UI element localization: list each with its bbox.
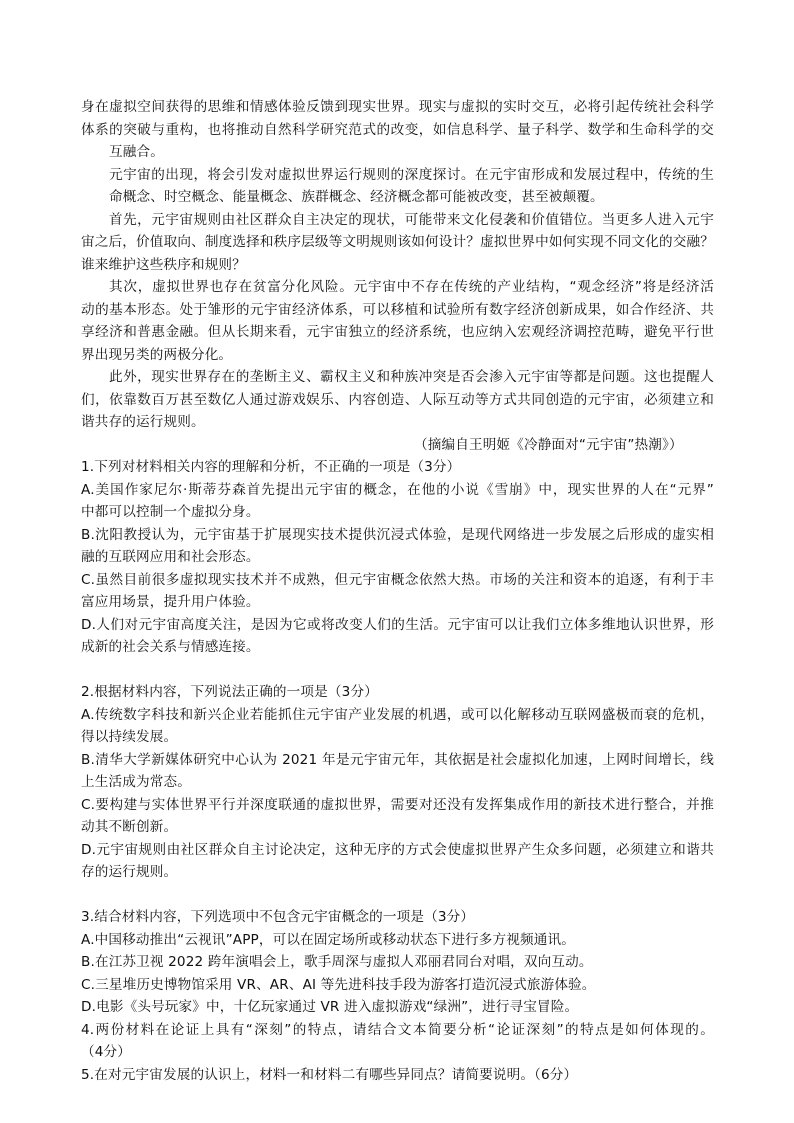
option-b-cont: 上生活成为常态。	[81, 774, 191, 790]
passage-line: 首先，元宇宙规则由社区群众自主决定的现状，可能带来文化侵袭和价值错位。当更多人进入元宇	[109, 211, 714, 228]
passage-line: 其次，虚拟世界也存在贫富分化风险。元宇宙中不存在传统的产业结构，“观念经济”将是经济活	[109, 279, 714, 295]
passage-line: 们，依靠数百万甚至数亿人通过游戏娱乐、内容创造、人际互动等方式共同创造的元宇宙，必须建立和	[81, 391, 714, 408]
passage-line: 享经济和普惠金融。但从长期来看，元宇宙独立的经济系统，也应纳入宏观经济调控范畴，避免平行世	[81, 324, 714, 340]
passage-line: 谐共存的运行规则。	[81, 414, 205, 430]
question-1	[81, 456, 714, 659]
passage-line: 元宇宙的出现，将会引发对虚拟世界运行规则的深度探讨。在元宇宙形成和发展过程中，传统的生	[109, 166, 714, 183]
question-stem: 1.下列对材料相关内容的理解和分析，不正确的一项是（3分）	[81, 459, 461, 475]
spacer	[81, 884, 714, 907]
option-b: B.在江苏卫视 2022 跨年演唱会上，歌手周深与虚拟人邓丽君同台对唱，双向互动。	[81, 954, 593, 970]
option-d: D.电影《头号玩家》中，十亿玩家通过 VR 进入虚拟游戏“绿洲”，进行寻宝冒险。	[81, 999, 579, 1015]
option-a-cont: 得以持续发展。	[81, 729, 178, 745]
option-b-cont: 融的互联网应用和社会形态。	[81, 549, 260, 565]
question-4-stem: 4.两份材料在论证上具有“深刻”的特点，请结合文本简要分析“论证深刻”的特点是如何体现的。	[81, 1021, 714, 1038]
option-d-cont: 存的运行规则。	[81, 864, 178, 880]
option-c: C.三星堆历史博物馆采用 VR、AR、AI 等先进科技手段为游客打造沉浸式旅游体验。	[81, 976, 596, 993]
option-c-cont: 富应用场景，提升用户体验。	[81, 594, 260, 610]
option-a: A.传统数字科技和新兴企业若能抓住元宇宙产业发展的机遇，或可以化解移动互联网盛极而衰的危机，	[81, 706, 714, 723]
option-a-cont: 中都可以控制一个虚拟分身。	[81, 504, 260, 520]
passage-line: 谁来维护这些秩序和规则？	[81, 256, 246, 273]
question-4-points: （4分）	[81, 1044, 132, 1060]
passage-line: 命概念、时空概念、能量概念、族群概念、经济概念都可能被改变，甚至被颠覆。	[109, 189, 604, 205]
passage-line: 身在虚拟空间获得的思维和情感体验反馈到现实世界。现实与虚拟的实时交互，必将引起传统社会科学	[81, 99, 714, 115]
question-3-to-5	[81, 906, 714, 1086]
option-d: D.元宇宙规则由社区群众自主讨论决定，这种无序的方式会使虚拟世界产生众多问题，必须建立和谐共	[81, 841, 714, 858]
option-c: C.虽然目前很多虚拟现实技术并不成熟，但元宇宙概念依然大热。市场的关注和资本的追逐，有利于丰	[81, 571, 714, 588]
spacer	[81, 659, 714, 682]
question-2	[81, 681, 714, 884]
option-d-cont: 成新的社会关系与情感连接。	[81, 639, 260, 655]
option-d: D.人们对元宇宙高度关注，是因为它或将改变人们的生活。元宇宙可以让我们立体多维地认识世界，形	[81, 616, 714, 633]
passage-line: 宙之后，价值取向、制度选择和秩序层级等文明规则该如何设计？虚拟世界中如何实现不同文化的交融？	[81, 234, 714, 250]
passage-line: 体系的突破与重构，也将推动自然科学研究范式的改变，如信息科学、量子科学、数学和生命科学的交	[81, 121, 714, 138]
option-c-cont: 动其不断创新。	[81, 819, 178, 835]
option-c: C.要构建与实体世界平行并深度联通的虚拟世界，需要对还没有发挥集成作用的新技术进行整合，并推	[81, 796, 714, 813]
passage-line: 互融合。	[109, 144, 164, 160]
option-b: B.清华大学新媒体研究中心认为 2021 年是元宇宙元年，其依据是社会虚拟化加速，上网时间增长，线	[81, 751, 714, 768]
passage-line: 动的基本形态。处于雏形的元宇宙经济体系，可以移植和试验所有数字经济创新成果，如合作经济、共	[81, 301, 714, 318]
question-stem: 2.根据材料内容，下列说法正确的一项是（3分）	[81, 684, 378, 700]
option-a: A.美国作家尼尔·斯蒂芬森首先提出元宇宙的概念，在他的小说《雪崩》中，现实世界的人在“元界”	[81, 481, 714, 498]
exam-page	[81, 96, 714, 1086]
option-b: B.沈阳教授认为，元宇宙基于扩展现实技术提供沉浸式体验，是现代网络进一步发展之后形成的虚实相	[81, 526, 714, 543]
passage-line: 此外，现实世界存在的垄断主义、霸权主义和种族冲突是否会渗入元宇宙等都是问题。这也提醒人	[109, 369, 714, 385]
source-citation: （摘编自王明姬《冷静面对“元宇宙”热潮》）	[414, 436, 683, 453]
question-stem: 3.结合材料内容，下列选项中不包含元宇宙概念的一项是（3分）	[81, 909, 475, 925]
passage-line: 界出现另类的两极分化。	[81, 346, 233, 363]
question-5-stem: 5.在对元宇宙发展的认识上，材料一和材料二有哪些异同点？请简要说明。（6分）	[81, 1066, 578, 1083]
material-passage	[81, 96, 714, 456]
option-a: A.中国移动推出“云视讯”APP，可以在固定场所或移动状态下进行多方视频通讯。	[81, 931, 576, 948]
